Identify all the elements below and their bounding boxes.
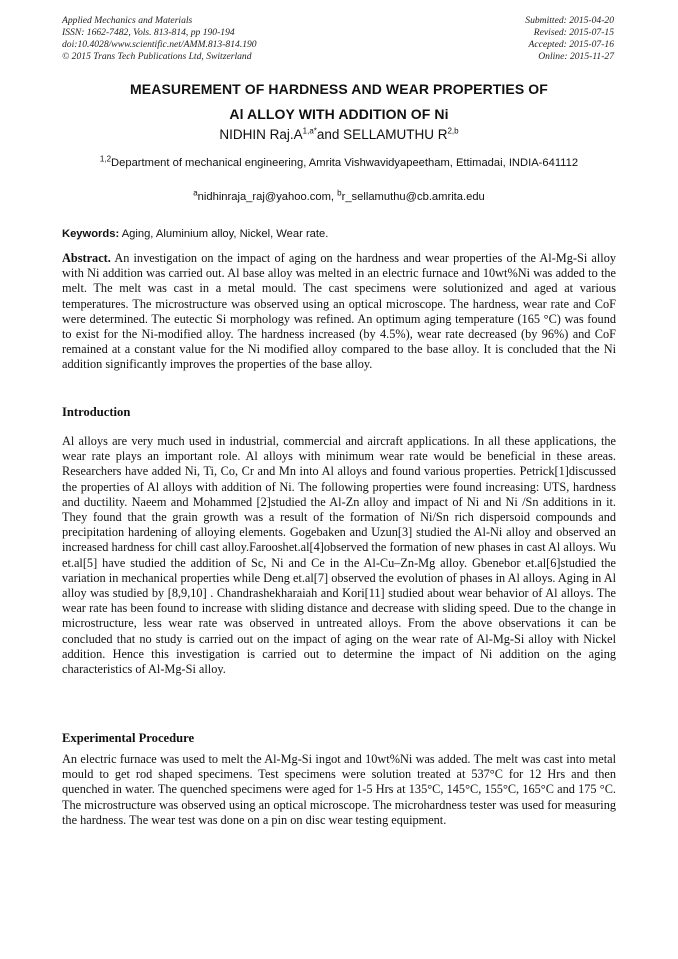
keywords-label: Keywords: — [62, 228, 120, 240]
author-2-superscript: 2,b — [447, 126, 459, 136]
introduction-paragraph: Al alloys are very much used in industrial, commercial and aircraft applications. In all these applications, the wear rate plays an important role. Al alloys with minimum wear rate would be beneficial in these areas. Researchers have added Ni, Ti, Co, Cr and Mn into Al alloys and found various properties. Petrick[1]discussed the properties of Al alloys with addition of Ni. The following properties were found increasing: UTS, hardness and ductility. Naeem and Mohammed [2]studied the Al-Zn alloy and impact of Ni and Ni /Sn additions in it. They found that the grain growth was a result of the formation of Ni/Sn rich dispersoid compounds and precipitation hardening of alloying elements. Gogebaken and Uzun[3] studied the Al-Ni alloy and observed an increased hardness for chill cast alloy.Farooshet.al[4]observed the formation of new phases in cast Al alloys. Wu et.al[5] have studied the addition of Sc, Ni and Ce in the Al-Cu–Zn-Mg alloy. Gbenebor et.al[6]studied the variation in mechanical properties while Deng et.al[7] observed the evolution of phases in Al alloys. Aging in Al alloy was studied by [8,9,10] . Chandrashekharaiah and Kori[11] studied about wear behavior of Al alloys. The wear rate has been found to increase with sliding distance and decrease with sliding speed. Due to the change in microstructure, less wear rate was observed in untreated alloys. From the above observations it can be concluded that no study is carried out on the impact of aging on the wear rate of Al-Mg-Si alloy with Nickel addition. Hence this investigation is carried out to determine the impact of Ni addition on the aging characteristics of Al-Mg-Si alloy. — [62, 434, 616, 677]
email-a-superscript: a — [193, 188, 198, 198]
keywords-text: Aging, Aluminium alloy, Nickel, Wear rate. — [119, 228, 329, 240]
abstract-paragraph — [62, 251, 616, 373]
author-2: and SELLAMUTHU R — [316, 127, 448, 142]
issn-line: ISSN: 1662-7482, Vols. 813-814, pp 190-194 — [62, 27, 235, 38]
email-a: nidhinraja_raj@yahoo.com, — [197, 191, 338, 203]
email-b: r_sellamuthu@cb.amrita.edu — [341, 191, 485, 203]
publication-info — [62, 15, 257, 63]
experimental-paragraph: An electric furnace was used to melt the Al-Mg-Si ingot and 10wt%Ni was added. The melt was cast into metal mould to get rod shaped specimens. Test specimens were solution treated at 537°C for 12 Hrs and then quenched in water. The quenched specimens were aged for 1-5 Hrs at 135°C, 145°C, 155°C, 165°C and 175 °C. The microstructure was observed using an optical microscope. The microhardness tester was used for measuring the hardness. The wear test was done on a pin on disc wear testing equipment. — [62, 752, 616, 827]
paper-title-line-1: MEASUREMENT OF HARDNESS AND WEAR PROPERTIES OF — [130, 81, 548, 97]
author-list — [0, 127, 678, 142]
affiliation-superscript: 1,2 — [99, 154, 112, 164]
copyright-line: © 2015 Trans Tech Publications Ltd, Switzerland — [62, 51, 252, 62]
experimental-heading: Experimental Procedure — [62, 731, 195, 745]
author-1: NIDHIN Raj.A — [219, 127, 303, 142]
introduction-heading: Introduction — [62, 405, 131, 419]
submitted-date: Submitted: 2015-04-20 — [525, 15, 614, 26]
keywords — [62, 228, 618, 240]
abstract-label: Abstract. — [62, 251, 111, 265]
journal-name: Applied Mechanics and Materials — [62, 15, 193, 26]
doi-line: doi:10.4028/www.scientific.net/AMM.813-814.190 — [62, 39, 257, 50]
author-emails — [0, 188, 678, 203]
publication-dates — [525, 15, 614, 63]
author-1-superscript: 1,a* — [302, 126, 317, 136]
abstract-text: An investigation on the impact of aging on the hardness and wear properties of the Al-Mg-Si alloy with Ni addition was carried out. Al base alloy was melted in an electric furnace and 10wt%Ni was added to the melt. The melt was cast in a metal mould. The cast specimens were solutionized and aged at various temperatures. The microstructure was observed using an optical microscope. The hardness, wear rate and CoF were determined. The eutectic Si morphology was refined. An optimum aging temperature (165 °C) was found to exist for the Ni-modified alloy. The hardness increased (by 4.5%), wear rate decreased (by 96%) and CoF remained at a constant value for the Ni modified alloy compared to the base alloy. It is concluded that the Ni addition significantly improves the properties of the base alloy. — [62, 251, 616, 372]
accepted-date: Accepted: 2015-07-16 — [528, 39, 614, 50]
affiliation-text: Department of mechanical engineering, Amrita Vishwavidyapeetham, Ettimadai, INDIA-641112 — [111, 157, 579, 169]
revised-date: Revised: 2015-07-15 — [533, 27, 614, 38]
affiliation — [0, 154, 678, 169]
paper-title-line-2: Al ALLOY WITH ADDITION OF Ni — [229, 106, 449, 122]
email-b-superscript: b — [337, 188, 342, 198]
online-date: Online: 2015-11-27 — [538, 51, 614, 62]
